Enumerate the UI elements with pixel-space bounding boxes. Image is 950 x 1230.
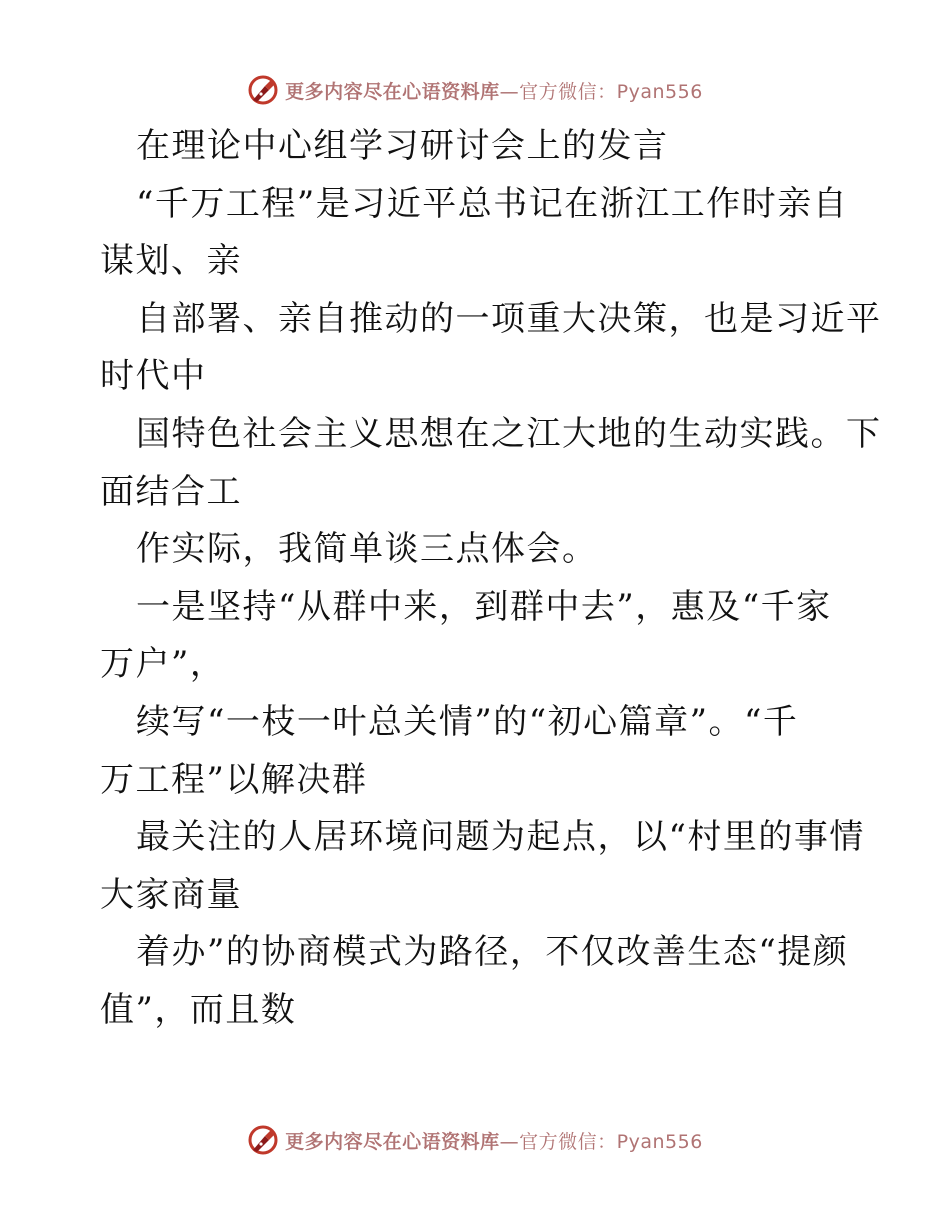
- paragraph-line: 大家商量: [100, 874, 242, 915]
- document-body: [100, 118, 882, 1040]
- pen-nib-logo-icon: [247, 1124, 279, 1156]
- paragraph-line: 值”，而且数: [100, 989, 297, 1030]
- footer-banner: [0, 1120, 950, 1160]
- paragraph-line: 着办”的协商模式为路径，不仅改善生态“提颜: [136, 932, 849, 973]
- banner-wechat: 官方微信：Pyan556: [519, 1130, 703, 1153]
- banner-wechat: 官方微信：Pyan556: [519, 80, 703, 103]
- banner-text: [285, 77, 703, 104]
- paragraph-line: 续写“一枝一叶总关情”的“初心篇章”。“千: [136, 701, 799, 742]
- paragraph-line: 万户”，: [100, 644, 226, 685]
- paragraph-line: 作实际，我简单谈三点体会。: [136, 529, 598, 570]
- paragraph-line: 在理论中心组学习研讨会上的发言: [136, 126, 669, 166]
- paragraph-line: 万工程”以解决群: [100, 759, 368, 800]
- banner-site-name: 更多内容尽在心语资料库: [285, 80, 500, 103]
- paragraph-line: 谋划、亲: [100, 241, 242, 282]
- header-banner: [0, 70, 950, 110]
- pen-nib-logo-icon: [247, 74, 279, 106]
- paragraph-line: 国特色社会主义思想在之江大地的生动实践。下: [136, 413, 882, 454]
- paragraph-line: “千万工程”是习近平总书记在浙江工作时亲自: [136, 183, 849, 224]
- paragraph-line: 自部署、亲自推动的一项重大决策，也是习近平: [136, 298, 882, 339]
- banner-separator: —: [499, 1130, 520, 1153]
- banner-site-name: 更多内容尽在心语资料库: [285, 1130, 500, 1153]
- paragraph-line: 最关注的人居环境问题为起点，以“村里的事情: [136, 817, 865, 858]
- paragraph-line: 面结合工: [100, 471, 242, 512]
- paragraph-line: 时代中: [100, 356, 207, 397]
- banner-separator: —: [499, 80, 520, 103]
- banner-text: [285, 1127, 703, 1154]
- paragraph-line: 一是坚持“从群中来，到群中去”，惠及“千家: [136, 586, 832, 627]
